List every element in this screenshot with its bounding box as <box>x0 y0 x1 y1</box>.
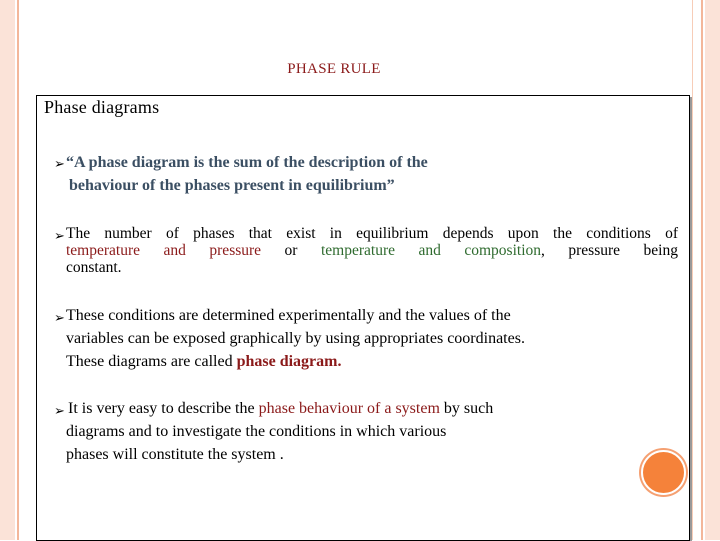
bullet-2-or: or <box>261 242 321 259</box>
bullet-4-line-1-suffix: by such <box>439 400 494 417</box>
bullet-3-line-3-prefix: These diagrams are called <box>66 353 237 370</box>
bullet-2-line-1: The number of phases that exist in equilibrium depends upon the conditions of <box>66 225 678 242</box>
bullet-1-line-1: “A phase diagram is the sum of the description of the <box>66 154 428 171</box>
arrowhead-bullet-icon: ➢ <box>54 156 65 171</box>
highlight-phase-behaviour: phase behaviour of a system <box>258 400 440 417</box>
highlight-temperature-composition: temperature and composition <box>320 242 542 259</box>
left-frame-line <box>17 0 19 540</box>
bullet-1-line-2: behaviour of the phases present in equilibrium” <box>69 177 395 194</box>
bullet-4-text <box>66 397 493 466</box>
bullet-1-text <box>66 151 428 197</box>
orange-circle-decoration <box>641 450 686 495</box>
arrowhead-bullet-icon: ➢ <box>54 228 65 243</box>
bullet-3-line-2: variables can be exposed graphically by using appropriates coordinates. <box>66 330 525 347</box>
highlight-temperature-pressure: temperature and pressure <box>66 242 262 259</box>
right-frame-line <box>701 0 703 540</box>
bullet-2-text <box>66 225 678 276</box>
bullet-2-line-3: constant. <box>66 259 122 276</box>
bullet-4-line-3: phases will constitute the system . <box>66 446 284 463</box>
bullet-4-line-1-prefix: It is very easy to describe the <box>68 400 259 417</box>
right-frame-line-inner <box>692 0 693 540</box>
highlight-phase-diagram: phase diagram. <box>236 353 342 370</box>
arrowhead-bullet-icon: ➢ <box>54 310 65 325</box>
left-frame-band <box>0 0 15 540</box>
section-heading: Phase diagrams <box>44 97 160 117</box>
bullet-4-line-2: diagrams and to investigate the conditions in which various <box>66 423 447 440</box>
bullet-3-line-1: These conditions are determined experimentally and the values of the <box>66 307 511 324</box>
arrowhead-bullet-icon: ➢ <box>54 403 65 418</box>
bullet-2-tail: , pressure being <box>541 242 678 259</box>
bullet-2-line-2 <box>66 242 678 259</box>
bullet-4-line-1 <box>66 397 493 420</box>
bullet-3-line-3 <box>66 350 525 373</box>
bullet-3-text <box>66 304 525 373</box>
slide-title: PHASE RULE <box>287 61 381 77</box>
right-frame-band <box>705 0 720 540</box>
